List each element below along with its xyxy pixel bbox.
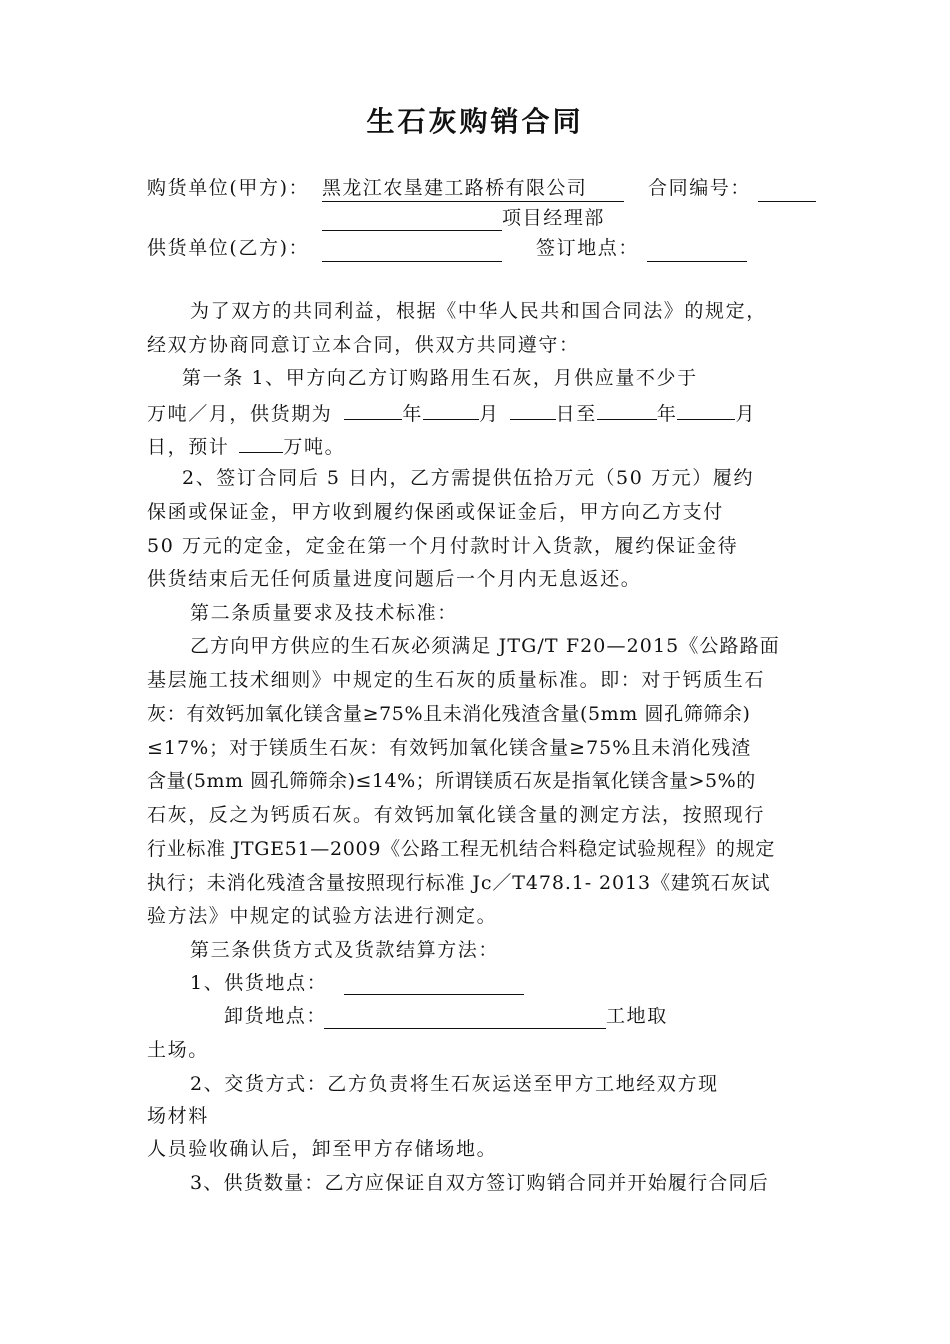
article-1-line-1: 第一条 1、甲方向乙方订购路用生石灰，月供应量不少于 — [182, 367, 698, 389]
delivery-method-line-1: 2、交货方式：乙方负责将生石灰运送至甲方工地经双方现 — [190, 1073, 719, 1095]
year-label: 年 — [402, 403, 424, 425]
start-month-field — [423, 399, 479, 420]
supplier-label: 供货单位(乙方)： — [147, 237, 310, 259]
sign-place-field — [647, 261, 747, 262]
contract-no-label: 合同编号： — [648, 177, 752, 199]
buyer-name: 黑龙江农垦建工路桥有限公司 — [322, 177, 588, 199]
unload-place-field — [324, 1028, 606, 1029]
unload-place-suffix: 工地取 — [606, 1005, 668, 1027]
supplier-field — [322, 261, 502, 262]
supply-period-label: 万吨／月，供货期为 — [147, 403, 333, 425]
article-1-para-2-line-1: 2、签订合同后 5 日内，乙方需提供伍拾万元（50 万元）履约 — [182, 467, 755, 489]
end-year-field — [597, 399, 657, 420]
contract-no-field — [758, 201, 816, 202]
article-1-line-3 — [147, 432, 345, 459]
supply-place-label: 1、供货地点： — [190, 972, 328, 994]
article-3-title: 第三条供货方式及货款结算方法： — [190, 939, 500, 961]
article-2-line-4: ≤17%；对于镁质生石灰：有效钙加氧化镁含量≥75%且未消化残渣 — [147, 737, 752, 759]
end-month-field — [677, 399, 735, 420]
intro-line-1: 为了双方的共同利益，根据《中华人民共和国合同法》的规定， — [190, 300, 767, 322]
day-to-label: 日至 — [555, 403, 597, 425]
article-1-para-2-line-4: 供货结束后无任何质量进度问题后一个月内无息返还。 — [147, 568, 642, 590]
article-2-line-2: 基层施工技术细则》中规定的生石灰的质量标准。即：对于钙质生石 — [147, 669, 766, 691]
article-2-line-7: 行业标准 JTGE51—2009《公路工程无机结合料稳定试验规程》的规定 — [147, 838, 776, 860]
page-title: 生石灰购销合同 — [366, 105, 584, 138]
article-2-line-3: 灰：有效钙加氧化镁含量≥75%且未消化残渣含量(5mm 圆孔筛筛余) — [147, 703, 751, 725]
article-2-line-1: 乙方向甲方供应的生石灰必须满足 JTG/T F20—2015《公路路面 — [190, 635, 780, 657]
estimate-unit: 万吨。 — [283, 436, 346, 458]
supply-quantity-line-1: 3、供货数量：乙方应保证自双方签订购销合同并开始履行合同后 — [190, 1172, 769, 1194]
intro-line-2: 经双方协商同意订立本合同，供双方共同遵守： — [147, 334, 580, 356]
sign-place-label: 签订地点： — [536, 237, 640, 259]
month2-label: 月 — [735, 403, 757, 425]
article-2-line-9: 验方法》中规定的试验方法进行测定。 — [147, 905, 498, 927]
unload-place-tail: 土场。 — [147, 1039, 209, 1061]
month-label: 月 — [479, 403, 500, 425]
year2-label: 年 — [656, 403, 678, 425]
buyer-name-underline — [322, 201, 624, 202]
article-2-title: 第二条质量要求及技术标准： — [190, 602, 458, 624]
supply-place-field — [344, 994, 524, 995]
start-day-field — [510, 399, 556, 420]
article-1-line-2 — [147, 399, 756, 426]
delivery-method-line-3: 人员验收确认后，卸至甲方存储场地。 — [147, 1138, 498, 1160]
article-1-para-2-line-3: 50 万元的定金，定金在第一个月付款时计入货款，履约保证金待 — [147, 535, 739, 557]
buyer-name-line2: 项目经理部 — [502, 207, 606, 229]
article-1-para-2-line-2: 保函或保证金，甲方收到履约保函或保证金后，甲方向乙方支付 — [147, 501, 724, 523]
estimate-amount-field — [239, 432, 283, 453]
article-2-line-6: 石灰，反之为钙质石灰。有效钙加氧化镁含量的测定方法，按照现行 — [147, 804, 766, 826]
unload-place-label: 卸货地点： — [224, 1005, 328, 1027]
estimate-label: 日，预计 — [147, 436, 230, 458]
article-2-line-5: 含量(5mm 圆孔筛筛余)≤14%；所谓镁质石灰是指氧化镁含量>5%的 — [147, 770, 756, 792]
article-2-line-8: 执行；未消化残渣含量按照现行标准 Jc／T478.1- 2013《建筑石灰试 — [147, 872, 771, 894]
delivery-method-line-2: 场材料 — [147, 1105, 209, 1127]
buyer-name-line2-underline — [322, 230, 502, 231]
start-year-field — [344, 399, 402, 420]
buyer-label: 购货单位(甲方)： — [147, 177, 310, 199]
